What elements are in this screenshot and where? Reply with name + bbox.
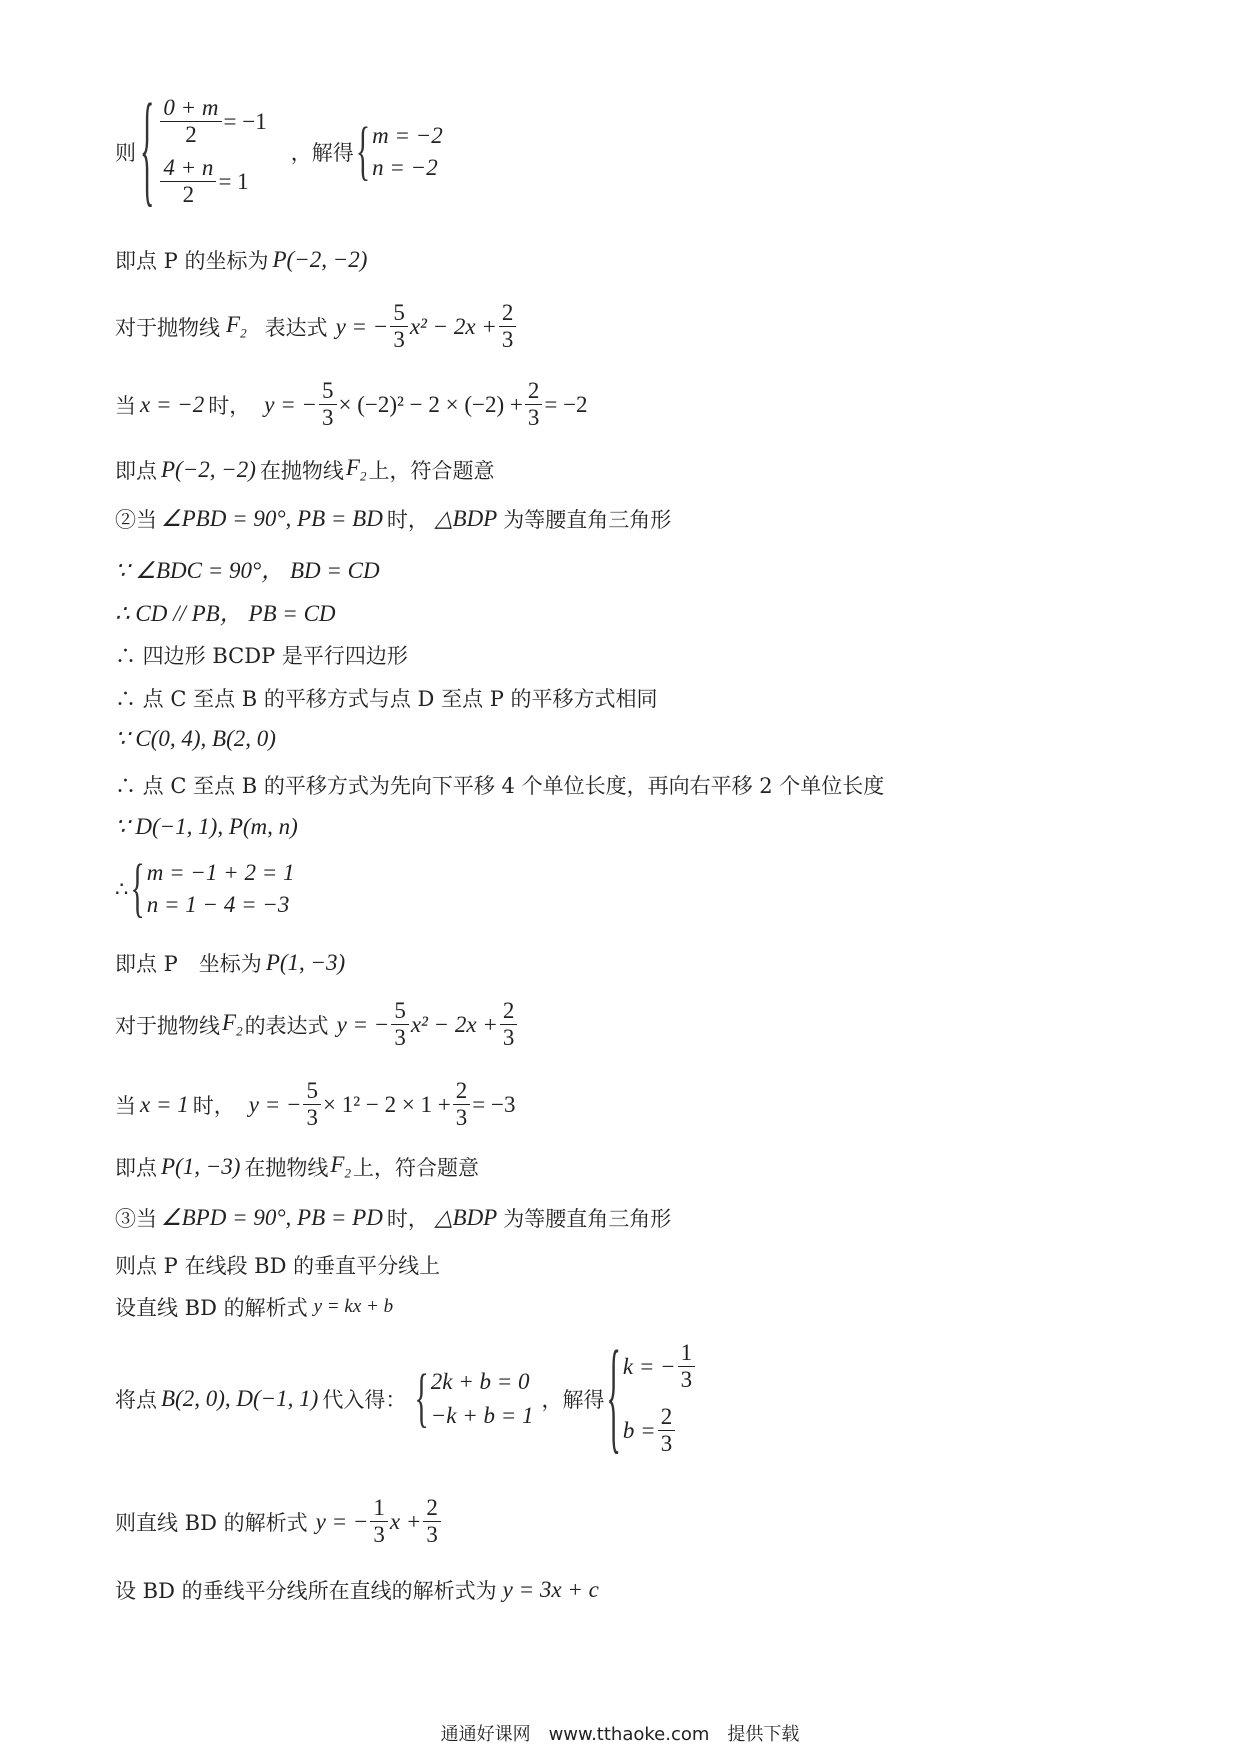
math: × (−2)² − 2 × (−2) + [338,391,523,417]
brace-icon: { [355,114,371,188]
line-because-dp: ∵ D(−1, 1), P(m, n) [115,814,298,839]
text: 即点 P 的坐标为 [115,249,269,273]
point-p-coord [115,245,367,275]
math: △BDP [434,1205,498,1230]
parabola-expression-2 [115,998,519,1052]
f2-symbol: $F_2$ [330,1152,351,1181]
brace-icon: { [414,1361,429,1435]
text: 当 [115,1093,136,1118]
equation-system: 2k + b = 0 −k + b = 1 [430,1368,534,1428]
fraction: $\frac{2}{3}$ [453,1078,471,1132]
math: P(−2, −2) [272,247,368,272]
brace-icon: { [140,80,155,220]
text: ②当 [115,508,157,532]
page-footer: 通通好课网 www.tthaoke.com 提供下载 [440,1724,800,1745]
line-parallelogram: ∴ 四边形 BCDP 是平行四边形 [115,644,408,668]
system-mn [115,851,295,925]
math: x + [389,1508,422,1534]
system-equation-1 [115,80,443,220]
line-perp-bisector: 则点 P 在线段 BD 的垂直平分线上 [115,1254,441,1278]
fraction: $\frac{2}{3}$ [423,1495,441,1549]
math: y = − [264,391,317,417]
text: 将点 [115,1387,157,1412]
math: x = −2 [140,391,205,417]
text: 时， [192,1093,235,1118]
math: P(1, −3) [161,1154,241,1179]
fraction: $\frac{2}{3}$ [500,998,518,1052]
text: 设直线 BD 的解析式 [115,1296,308,1320]
math: y = − [315,1508,369,1534]
text: 对于抛物线 [115,315,220,340]
line-therefore-cd-pb: ∴ CD // PB， PB = CD [115,601,336,626]
math: P(1, −3) [265,950,346,975]
math: x² − 2x + [410,1011,498,1037]
math: × 1² − 2 × 1 + [322,1091,451,1117]
f2-symbol: $F_2$ [345,455,367,484]
fraction: $\frac{5}{3}$ [390,300,408,354]
text: 设 BD 的垂线平分线所在直线的解析式为 [115,1579,497,1603]
text: ③当 [115,1207,157,1231]
fraction: $\frac{0 + m}{2}$ [160,95,221,149]
math: P(−2, −2) [161,457,256,482]
f2-symbol: $F_2$ [222,1010,243,1039]
fraction: $\frac{5}{3}$ [319,378,337,432]
text: 上，符合题意 [352,1156,479,1180]
brace-icon: { [606,1327,621,1467]
fraction: $\frac{5}{3}$ [303,1078,321,1132]
text: 对于抛物线 [115,1013,220,1038]
text: 在抛物线 [244,1156,329,1180]
fraction: $\frac{4 + n}{2}$ [160,155,216,209]
equation-system [158,95,266,209]
fraction: $\frac{2}{3}$ [525,378,543,432]
substitution-x-neg2 [115,378,588,432]
text: 当 [115,393,136,418]
text: 时， [386,508,429,532]
text: 时， [386,1207,429,1231]
equation-system: m = −1 + 2 = 1 n = 1 − 4 = −3 [146,860,295,917]
substitution-x-1 [115,1078,515,1132]
text-solve: ，解得 [541,1387,605,1412]
line-translation-same: ∴ 点 C 至点 B 的平移方式与点 D 至点 P 的平移方式相同 [115,687,658,711]
text: 即点 P 坐标为 [115,952,262,976]
text: 即点 [115,1156,157,1180]
therefore-symbol: ∴ [115,877,129,901]
eq-rhs: = −1 [223,108,267,134]
line-translation-desc: ∴ 点 C 至点 B 的平移方式为先向下平移 4 个单位长度，再向右平移 2 个单位长度 [115,774,885,798]
solution-system: m = −2 n = −2 [372,122,443,180]
math: x = 1 [140,1091,189,1117]
math: △BDP [434,506,498,531]
case-2-heading [115,504,671,534]
line-perp-expression [115,1575,599,1605]
parabola-expression [115,300,518,354]
math: y = 3x + c [502,1577,599,1602]
case-3-heading [115,1203,671,1233]
math: y = − [336,1011,390,1037]
line-bd-set [115,1292,393,1322]
f2-symbol: $F_2$ [226,312,247,341]
math: = −2 [544,391,588,417]
fraction: $\frac{2}{3}$ [499,300,517,354]
fraction: $\frac{5}{3}$ [391,998,409,1052]
text: 的表达式 [244,1013,329,1038]
text: 上，符合题意 [368,459,495,483]
math: y = kx + b [313,1296,394,1317]
brace-icon: { [130,851,145,925]
text: 则直线 BD 的解析式 [115,1510,308,1535]
on-parabola-check-2 [115,1152,479,1182]
math: B(2, 0), D(−1, 1) [161,1385,319,1411]
text: 为等腰直角三角形 [503,508,672,532]
text: 表达式 [264,315,328,340]
on-parabola-check-1 [115,455,494,485]
text: 时， [208,393,251,418]
math: ∠PBD = 90°, PB = BD [161,506,383,531]
point-p-coord-2 [115,948,345,978]
math: = −3 [472,1091,516,1117]
text: 为等腰直角三角形 [503,1207,672,1231]
eq-rhs: = 1 [218,168,249,194]
text: 即点 [115,459,157,483]
line-because-cb: ∵ C(0, 4), B(2, 0) [115,726,276,751]
line-because-bdc: ∵ ∠BDC = 90°， BD = CD [115,558,380,583]
math: y = − [248,1091,302,1117]
solution-system: k = − $\frac{1}{3}$ b = $\frac{2}{3}$ [623,1340,697,1458]
math: x² − 2x + [409,313,497,339]
fraction: $\frac{1}{3}$ [370,1495,388,1549]
math: ∠BPD = 90°, PB = PD [161,1205,383,1230]
text: 代入得： [322,1387,407,1412]
line-bd-result [115,1495,443,1549]
text-ze: 则 [115,140,136,165]
text-solve: ，解得 [290,140,354,165]
math: y = − [335,313,389,339]
system-kb [115,1327,697,1467]
text: 在抛物线 [259,459,344,483]
